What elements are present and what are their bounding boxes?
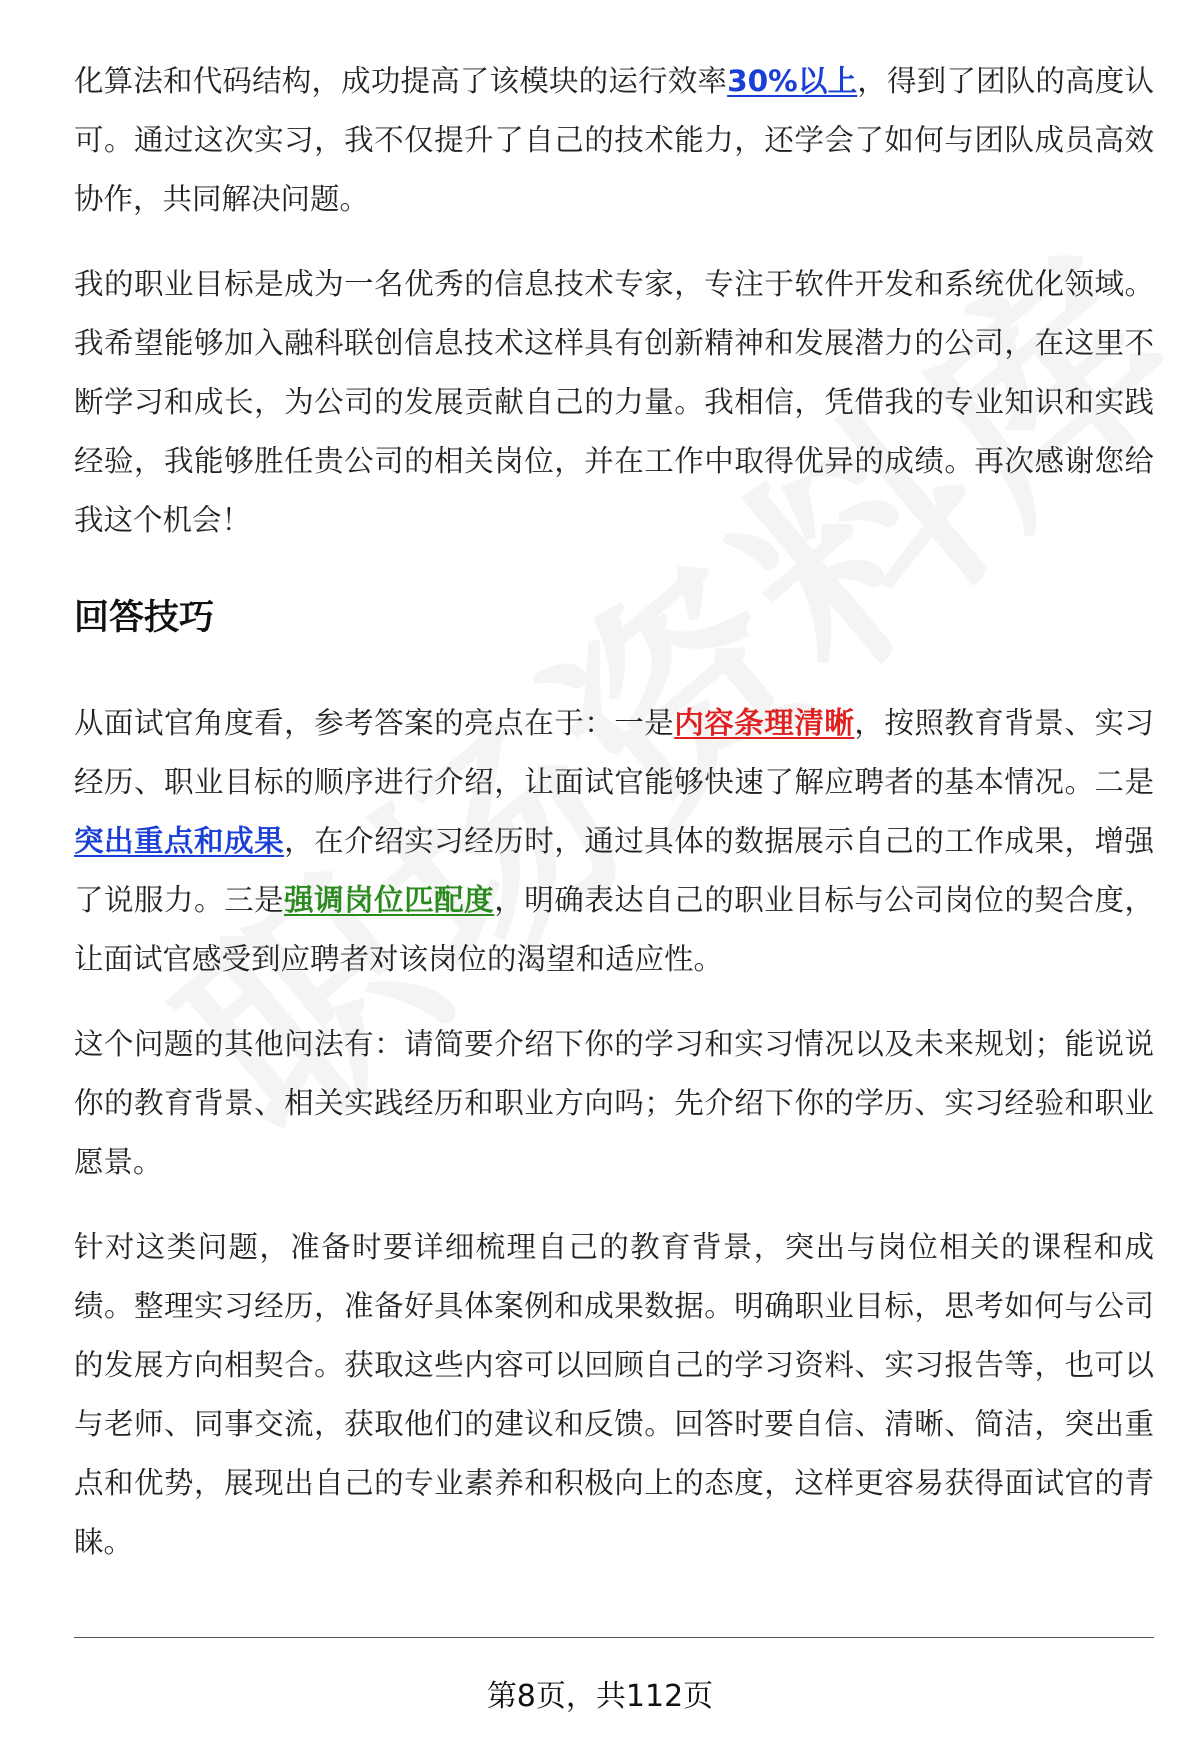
- text-segment: 从面试官角度看，参考答案的亮点在于：一是: [74, 706, 675, 740]
- page-number: 第8页，共112页: [486, 1679, 714, 1714]
- footer-divider: [74, 1637, 1154, 1638]
- other-phrasings-paragraph: 这个问题的其他问法有：请简要介绍下你的学习和实习情况以及未来规划；能说说你的教育背景、相关实践经历和职业方向吗；先介绍下你的学历、实习经验和职业愿景。: [74, 1027, 1154, 1179]
- highlight-efficiency: 30%以上: [727, 64, 858, 98]
- text-segment: ，明确表达自己的职业目标与公司岗位的契合度，让面试官感受到应聘者对该岗位的渴望和适应性。: [74, 883, 1154, 976]
- highlight-clear-structure: 内容条理清晰: [674, 706, 855, 740]
- document-body: [74, 52, 1154, 1598]
- text-segment: ，按照教育背景、实习经历、职业目标的顺序进行介绍，让面试官能够快速了解应聘者的基本情况。二是: [74, 706, 1154, 799]
- highlight-job-match: 强调岗位匹配度: [284, 883, 495, 917]
- text-segment: 化算法和代码结构，成功提高了该模块的运行效率: [74, 64, 728, 98]
- highlight-key-results: 突出重点和成果: [74, 824, 285, 858]
- tips-paragraph: [74, 694, 1154, 989]
- career-goal-paragraph: 我的职业目标是成为一名优秀的信息技术专家，专注于软件开发和系统优化领域。我希望能够加入融科联创信息技术这样具有创新精神和发展潜力的公司，在这里不断学习和成长，为公司的发展贡献自己的力量。我相信，凭借我的专业知识和实践经验，我能够胜任贵公司的相关岗位，并在工作中取得优异的成绩。再次感谢您给我这个机会！: [74, 267, 1154, 537]
- text-segment: ，在介绍实习经历时，通过具体的数据展示自己的工作成果，增强了说服力。三是: [74, 824, 1154, 917]
- advice-paragraph: 针对这类问题，准备时要详细梳理自己的教育背景，突出与岗位相关的课程和成绩。整理实习经历，准备好具体案例和成果数据。明确职业目标，思考如何与公司的发展方向相契合。获取这些内容可以回顾自己的学习资料、实习报告等，也可以与老师、同事交流，获取他们的建议和反馈。回答时要自信、清晰、简洁，突出重点和优势，展现出自己的专业素养和积极向上的态度，这样更容易获得面试官的青睐。: [74, 1230, 1154, 1559]
- internship-paragraph: [74, 52, 1154, 229]
- text-segment: ，得到了团队的高度认可。通过这次实习，我不仅提升了自己的技术能力，还学会了如何与团队成员高效协作，共同解决问题。: [74, 64, 1154, 216]
- section-heading: 回答技巧: [74, 598, 215, 638]
